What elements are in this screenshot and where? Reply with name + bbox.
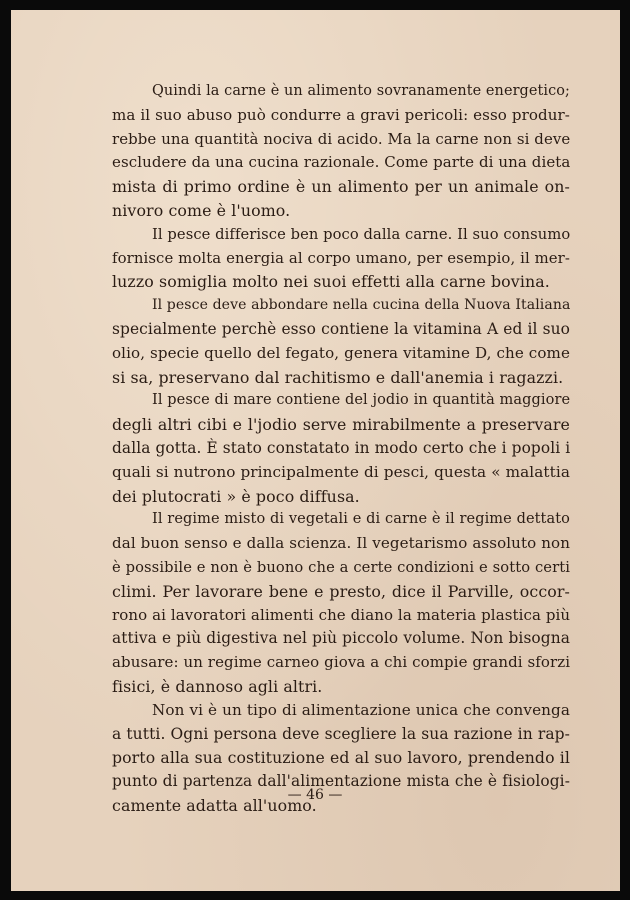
text-line: punto di partenza dall'alimentazione mista che è fisiologi- (112, 772, 570, 791)
text-line: a tutti. Ogni persona deve scegliere la sua razione in rap- (112, 724, 570, 743)
text-line: Il pesce di mare contiene del jodio in quantità maggiore (152, 392, 571, 409)
paragraph-5 (112, 508, 570, 698)
text-line: rono ai lavoratori alimenti che diano la materia plastica più (112, 605, 571, 624)
text-line: porto alla sua costituzione ed al suo lavoro, prendendo il (112, 748, 570, 768)
text-line: climi. Per lavorare bene e presto, dice il Parville, occor- (112, 581, 570, 601)
text-line: mista di primo ordine è un alimento per un animale on- (112, 177, 570, 197)
text-line: nivoro come è l'uomo. (112, 200, 291, 220)
text-line: Quindi la carne è un alimento sovranamente energetico; (152, 83, 570, 99)
text-line: Il pesce differisce ben poco dalla carne. Il suo consumo (152, 225, 571, 243)
text-line: specialmente perchè esso contiene la vitamina A ed il suo (112, 319, 570, 338)
text-line: dalla gotta. È stato constatato in modo certo che i popoli i (112, 438, 571, 457)
text-line: degli altri cibi e l'jodio serve mirabilmente a preservare (112, 415, 570, 435)
text-line: abusare: un regime carneo giova a chi compie grandi sforzi (112, 653, 571, 672)
paragraph-3 (112, 294, 570, 389)
text-line: quali si nutrono principalmente di pesci, questa « malattia (112, 462, 570, 481)
text-line: escludere da una cucina razionale. Come parte di una dieta (112, 153, 571, 172)
text-line: è possibile e non è buono che a certe condizioni e sotto certi (112, 558, 570, 576)
text-line: luzzo somiglia molto nei suoi effetti alla carne bovina. (112, 272, 550, 292)
text-line: attiva e più digestiva nel più piccolo volume. Non bisogna (112, 629, 570, 648)
text-line: Il pesce deve abbondare nella cucina della Nuova Italiana (152, 297, 571, 314)
text-line: camente adatta all'uomo. (112, 795, 317, 815)
text-line: Il regime misto di vegetali e di carne è il regime dettato (152, 511, 570, 528)
text-line: dal buon senso e dalla scienza. Il vegetarismo assoluto non (112, 534, 570, 553)
page-number: — 46 — (287, 787, 343, 803)
body-text (112, 80, 570, 818)
text-line: fornisce molta energia al corpo umano, per esempio, il mer- (112, 248, 570, 267)
text-line: rebbe una quantità nociva di acido. Ma la carne non si deve (112, 129, 571, 148)
text-line: ma il suo abuso può condurre a gravi pericoli: esso produr- (112, 105, 570, 124)
text-line: Non vi è un tipo di alimentazione unica che convenga (152, 700, 570, 719)
text-line: dei plutocrati » è poco diffusa. (112, 486, 360, 506)
paragraph-1 (112, 80, 570, 223)
paragraph-4 (112, 389, 570, 508)
text-line: fisici, è dannoso agli altri. (112, 676, 323, 696)
text-line: si sa, preservano dal rachitismo e dall'anemia i ragazzi. (112, 367, 564, 387)
text-line: olio, specie quello del fegato, genera vitamine D, che come (112, 343, 570, 362)
paragraph-2 (112, 223, 570, 294)
